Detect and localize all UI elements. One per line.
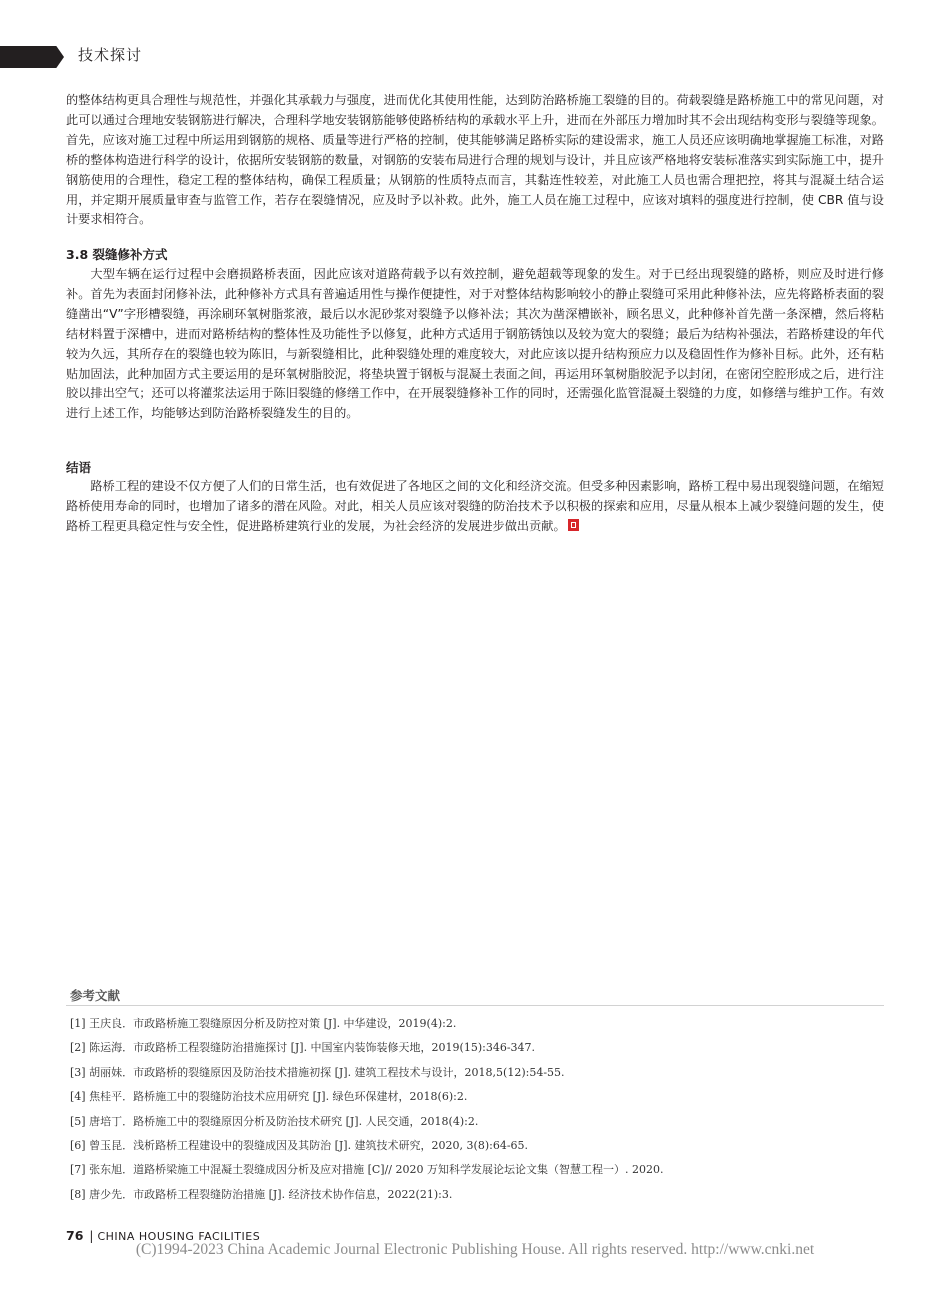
- reference-item: [3] 胡丽妹．市政路桥的裂缝原因及防治技术措施初探 [J]. 建筑工程技术与设计，2018,5(12):54-55.: [70, 1065, 565, 1079]
- journal-name: CHINA HOUSING FACILITIES: [97, 1230, 261, 1243]
- header-tab-marker: [0, 46, 64, 68]
- reference-item: [4] 焦桂平．路桥施工中的裂缝防治技术应用研究 [J]. 绿色环保建材，2018(6):2.: [70, 1090, 468, 1104]
- references-list: [70, 1012, 884, 1207]
- reference-item: [5] 唐培丁．路桥施工中的裂缝原因分析及防治技术研究 [J]. 人民交通，2018(4):2.: [70, 1114, 479, 1128]
- section-heading-conclusion: 结语: [66, 460, 92, 475]
- footer-separator: |: [89, 1229, 94, 1243]
- references-title: 参考文献: [70, 988, 121, 1003]
- reference-item: [6] 曾玉昆．浅析路桥工程建设中的裂缝成因及其防治 [J]. 建筑技术研究，2020, 3(8):64-65.: [70, 1138, 529, 1152]
- page-number: 76: [66, 1228, 84, 1243]
- copyright-notice: (C)1994-2023 China Academic Journal Electronic Publishing House. All rights reserved. http://www.cnki.net: [135, 1241, 815, 1258]
- reference-item: [2] 陈运海．市政路桥工程裂缝防治措施探讨 [J]. 中国室内装饰装修天地，2019(15):346-347.: [70, 1041, 536, 1055]
- reference-item: [1] 王庆良．市政路桥施工裂缝原因分析及防控对策 [J]. 中华建设，2019(4):2.: [70, 1017, 457, 1030]
- reference-item: [8] 唐少先．市政路桥工程裂缝防治措施 [J]. 经济技术协作信息，2022(21):3.: [70, 1187, 453, 1201]
- section-heading-3-8: 3.8 裂缝修补方式: [66, 247, 168, 262]
- body-paragraph-crack-repair: 大型车辆在运行过程中会磨损路桥表面，因此应该对道路荷载予以有效控制，避免超载等现象的发生。对于已经出现裂缝的路桥，则应及时进行修补。首先为表面封闭修补法，此种修补方式具有普遍适用性与操作便捷性，对于对整体结构影响较小的静止裂缝可采用此种修补法，应先将路桥表面的裂缝凿出“V”字形槽裂缝，再涂刷环氧树脂浆液，最后以水泥砂浆对裂缝予以修补法；其次为凿深槽嵌补，顾名思义，此种修补首先凿一条深槽，然后将粘结材料置于深槽中，进而对路桥结构的整体性及功能性予以修复，此种方式适用于钢筋锈蚀以及较为宽大的裂缝；最后为结构补强法，若路桥建设的年代较为久远，其所存在的裂缝也较为陈旧，与新裂缝相比，此种裂缝处理的难度较大，对此应该以提升结构预应力以及稳固性作为修补目标。此外，还有粘贴加固法，此种加固方式主要运用的是环氧树脂胶泥，将垫块置于钢板与混凝土表面之间，再运用环氧树脂胶泥予以封闭，在密闭空腔形成之后，进行注胶以排出空气；还可以将灌浆法运用于陈旧裂缝的修缮工作中，在开展裂缝修补工作的同时，还需强化监管混凝土裂缝的力度，如修缮与维护工作。有效进行上述工作，均能够达到防治路桥裂缝发生的目的。: [66, 267, 884, 421]
- section-header-title: 技术探讨: [78, 46, 143, 64]
- body-paragraph-conclusion: [66, 477, 884, 537]
- conclusion-text: 路桥工程的建设不仅方便了人们的日常生活，也有效促进了各地区之间的文化和经济交流。但受多种因素影响，路桥工程中易出现裂缝问题，在缩短路桥使用寿命的同时，也增加了诸多的潜在风险。对此，相关人员应该对裂缝的防治技术予以积极的探索和应用，尽量从根本上减少裂缝问题的发生，使路桥工程更具稳定性与安全性，促进路桥建筑行业的发展，为社会经济的发展进步做出贡献。: [66, 479, 884, 533]
- body-paragraph-continued: 的整体结构更具合理性与规范性，并强化其承载力与强度，进而优化其使用性能，达到防治路桥施工裂缝的目的。荷载裂缝是路桥施工中的常见问题，对此可以通过合理地安装钢筋进行解决，合理科学地安装钢筋能够使路桥结构的承载水平上升，进而在外部压力增加时其不会出现结构变形与裂缝等现象。首先，应该对施工过程中所运用到钢筋的规格、质量等进行严格的控制，使其能够满足路桥实际的建设需求，施工人员还应该明确地掌握施工标准，对路桥的整体构造进行科学的设计，依据所安装钢筋的数量，对钢筋的安装布局进行合理的规划与设计，并且应该严格地将安装标准落实到实际施工中，提升钢筋使用的合理性，稳定工程的整体结构，确保工程质量；从钢筋的性质特点而言，其黏连性较差，对此施工人员也需合理把控，将其与混凝土结合运用，并定期开展质量审查与监管工作，若存在裂缝情况，应及时予以补救。此外，施工人员在施工过程中，应该对填料的强度进行控制，使 CBR 值与设计要求相符合。: [66, 93, 884, 227]
- article-end-mark-icon: [568, 519, 579, 531]
- reference-item: [7] 张东旭．道路桥梁施工中混凝土裂缝成因分析及应对措施 [C]// 2020 万知科学发展论坛论文集（智慧工程一）. 2020.: [70, 1163, 664, 1177]
- references-divider: [66, 1005, 884, 1006]
